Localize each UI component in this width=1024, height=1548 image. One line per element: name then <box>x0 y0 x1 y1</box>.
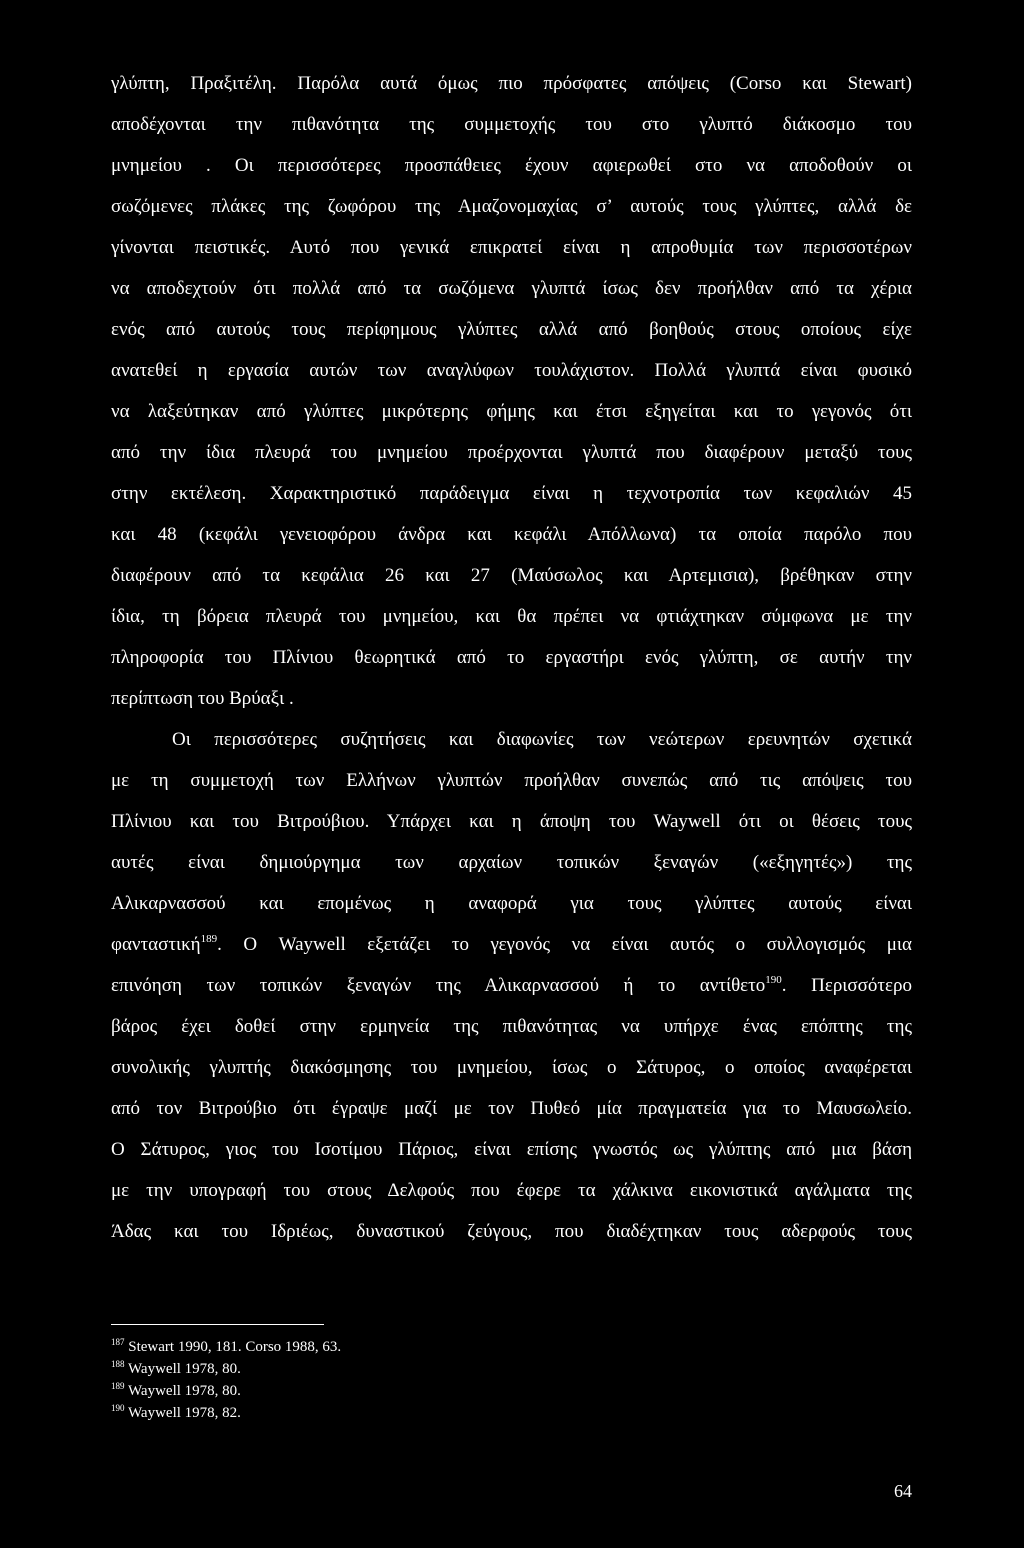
text-line: ανατεθεί η εργασία αυτών των αναγλύφων τουλάχιστον. Πολλά γλυπτά είναι φυσικό <box>111 360 912 381</box>
text-line: Άδας και του Ιδριέως, δυναστικού ζεύγους, που διαδέχτηκαν τους αδερφούς τους <box>111 1221 912 1242</box>
footnote-text: Waywell 1978, 80. <box>124 1361 241 1377</box>
text-line: γλύπτη, Πραξιτέλη. Παρόλα αυτά όμως πιο πρόσφατες απόψεις (Corso και Stewart) <box>111 73 912 94</box>
text-line: ενός από αυτούς τους περίφημους γλύπτες αλλά από βοηθούς στους οποίους είχε <box>111 319 912 340</box>
footnote <box>111 1360 241 1378</box>
page-number: 64 <box>894 1481 912 1501</box>
text-line: Αλικαρνασσού και επομένως η αναφορά για τους γλύπτες αυτούς είναι <box>111 893 912 914</box>
text-line <box>111 974 912 998</box>
footnote-number: 189 <box>111 1381 125 1391</box>
footnote-number: 187 <box>111 1337 125 1347</box>
text-line: ίδια, τη βόρεια πλευρά του μνημείου, και θα πρέπει να φτιάχτηκαν σύμφωνα με την <box>111 606 912 627</box>
text-line: διαφέρουν από τα κεφάλια 26 και 27 (Μαύσωλος και Αρτεμισια), βρέθηκαν στην <box>111 565 912 586</box>
footnote-number: 190 <box>111 1403 125 1413</box>
footnote-text: Waywell 1978, 82. <box>124 1405 241 1421</box>
footnote <box>111 1338 341 1356</box>
text-line: σωζόμενες πλάκες της ζωφόρου της Αμαζονομαχίας σ’ αυτούς τους γλύπτες, αλλά δε <box>111 196 912 217</box>
footnote <box>111 1404 241 1422</box>
text-line: να αποδεχτούν ότι πολλά από τα σωζόμενα γλυπτά ίσως δεν προήλθαν από τα χέρια <box>111 278 912 299</box>
text-line: γίνονται πειστικές. Αυτό που γενικά επικρατεί είναι η απροθυμία των περισσοτέρων <box>111 237 912 258</box>
footnote-ref[interactable]: 189 <box>200 933 218 945</box>
footnote-text: Waywell 1978, 80. <box>124 1383 241 1399</box>
text-line: περίπτωση του Βρύαξι . <box>111 688 294 709</box>
text-line: και 48 (κεφάλι γενειοφόρου άνδρα και κεφάλι Απόλλωνα) τα οποία παρόλο που <box>111 524 912 545</box>
footnote-divider <box>111 1324 324 1325</box>
text-line: από τον Βιτρούβιο ότι έγραψε μαζί με τον Πυθεό μία πραγματεία για το Μαυσωλείο. <box>111 1098 912 1119</box>
text-span: . Ο Waywell εξετάζει το γεγονός να είναι αυτός ο συλλογισμός μια <box>217 934 912 955</box>
text-line: αυτές είναι δημιούργημα των αρχαίων τοπικών ξεναγών («εξηγητές») της <box>111 852 912 873</box>
text-line: από την ίδια πλευρά του μνημείου προέρχονται γλυπτά που διαφέρουν μεταξύ τους <box>111 442 912 463</box>
text-line: αποδέχονται την πιθανότητα της συμμετοχής του στο γλυπτό διάκοσμο του <box>111 114 912 135</box>
text-line: Οι περισσότερες συζητήσεις και διαφωνίες των νεώτερων ερευνητών σχετικά <box>172 729 912 750</box>
text-line: βάρος έχει δοθεί στην ερμηνεία της πιθανότητας να υπήρχε ένας επόπτης της <box>111 1016 912 1037</box>
footnote <box>111 1382 241 1400</box>
footnote-text: Stewart 1990, 181. Corso 1988, 63. <box>124 1339 342 1355</box>
text-line: με τη συμμετοχή των Ελλήνων γλυπτών προήλθαν συνεπώς από τις απόψεις του <box>111 770 912 791</box>
text-line: συνολικής γλυπτής διακόσμησης του μνημείου, ίσως ο Σάτυρος, ο οποίος αναφέρεται <box>111 1057 912 1078</box>
text-line: Ο Σάτυρος, γιος του Ισοτίμου Πάριος, είναι επίσης γνωστός ως γλύπτης από μια βάση <box>111 1139 912 1160</box>
footnote-number: 188 <box>111 1359 125 1369</box>
text-line: Πλίνιου και του Βιτρούβιου. Υπάρχει και η άποψη του Waywell ότι οι θέσεις τους <box>111 811 912 832</box>
text-line: μνημείου . Οι περισσότερες προσπάθειες έχουν αφιερωθεί στο να αποδοθούν οι <box>111 155 912 176</box>
text-line: με την υπογραφή του στους Δελφούς που έφερε τα χάλκινα εικονιστικά αγάλματα της <box>111 1180 912 1201</box>
text-span: επινόηση των τοπικών ξεναγών της Αλικαρνασσού ή το αντίθετο <box>111 975 766 996</box>
text-span: φανταστική <box>111 934 201 955</box>
text-line: να λαξεύτηκαν από γλύπτες μικρότερης φήμης και έτσι εξηγείται και το γεγονός ότι <box>111 401 912 422</box>
text-line <box>111 933 912 957</box>
text-line: πληροφορία του Πλίνιου θεωρητικά από το εργαστήρι ενός γλύπτη, σε αυτήν την <box>111 647 912 668</box>
text-line: στην εκτέλεση. Χαρακτηριστικό παράδειγμα είναι η τεχνοτροπία των κεφαλιών 45 <box>111 483 912 504</box>
text-span: . Περισσότερο <box>781 975 912 996</box>
footnote-ref[interactable]: 190 <box>765 974 782 986</box>
